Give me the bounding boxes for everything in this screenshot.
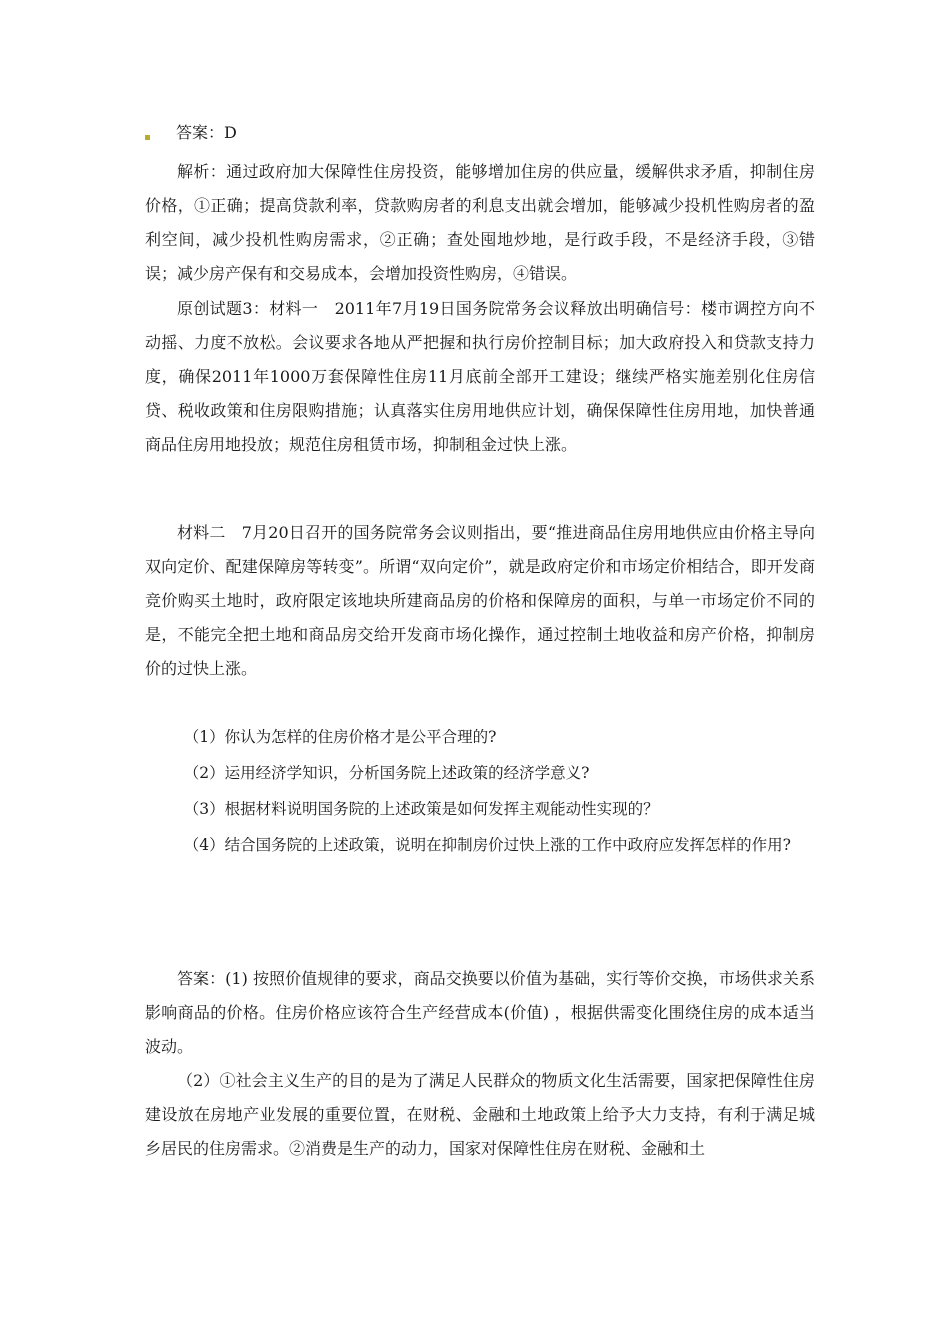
material-one-paragraph: 原创试题3：材料一 2011年7月19日国务院常务会议释放出明确信号：楼市调控方向不动摇、力度不放松。会议要求各地从严把握和执行房价控制目标；加大政府投入和贷款支持力度，确保2011年1000万套保障性住房11月底前全部开工建设；继续严格实施差别化住房信贷、税收政策和住房限购措施；认真落实住房用地供应计划，确保保障性住房用地，加快普通商品住房用地投放；规范住房租赁市场，抑制租金过快上涨。 bbox=[145, 299, 815, 454]
answer-two-paragraph: （2）①社会主义生产的目的是为了满足人民群众的物质文化生活需要，国家把保障性住房建设放在房地产业发展的重要位置，在财税、金融和土地政策上给予大力支持，有利于满足城乡居民的住房需求。②消费是生产的动力，国家对保障性住房在财税、金融和土 bbox=[145, 1071, 815, 1158]
material-two-paragraph: 材料二 7月20日召开的国务院常务会议则指出，要“推进商品住房用地供应由价格主导向双向定价、配建保障房等转变”。所谓“双向定价”，就是政府定价和市场定价相结合，即开发商竞价购买土地时，政府限定该地块所建商品房的价格和保障房的面积，与单一市场定价不同的是，不能完全把土地和商品房交给开发商市场化操作，通过控制土地收益和房产价格，抑制房价的过快上涨。 bbox=[145, 523, 815, 678]
bullet-marker bbox=[145, 135, 150, 140]
question-3: （3）根据材料说明国务院的上述政策是如何发挥主观能动性实现的？ bbox=[183, 800, 659, 818]
question-4: （4）结合国务院的上述政策，说明在抑制房价过快上涨的工作中政府应发挥怎样的作用? bbox=[183, 836, 791, 854]
answer-heading: 答案：D bbox=[176, 123, 237, 142]
question-2: （2）运用经济学知识，分析国务院上述政策的经济学意义? bbox=[183, 764, 590, 782]
answer-one-paragraph: 答案：(1) 按照价值规律的要求，商品交换要以价值为基础，实行等价交换，市场供求关系影响商品的价格。住房价格应该符合生产经营成本(价值) ，根据供需变化围绕住房的成本适当波动。 bbox=[145, 969, 815, 1056]
analysis-paragraph: 解析：通过政府加大保障性住房投资，能够增加住房的供应量，缓解供求矛盾，抑制住房价格，①正确；提高贷款利率，贷款购房者的利息支出就会增加，能够减少投机性购房者的盈利空间，减少投机性购房需求，②正确；查处囤地炒地，是行政手段，不是经济手段，③错误；减少房产保有和交易成本，会增加投资性购房，④错误。 bbox=[145, 162, 815, 283]
question-1: （1）你认为怎样的住房价格才是公平合理的? bbox=[183, 728, 497, 746]
